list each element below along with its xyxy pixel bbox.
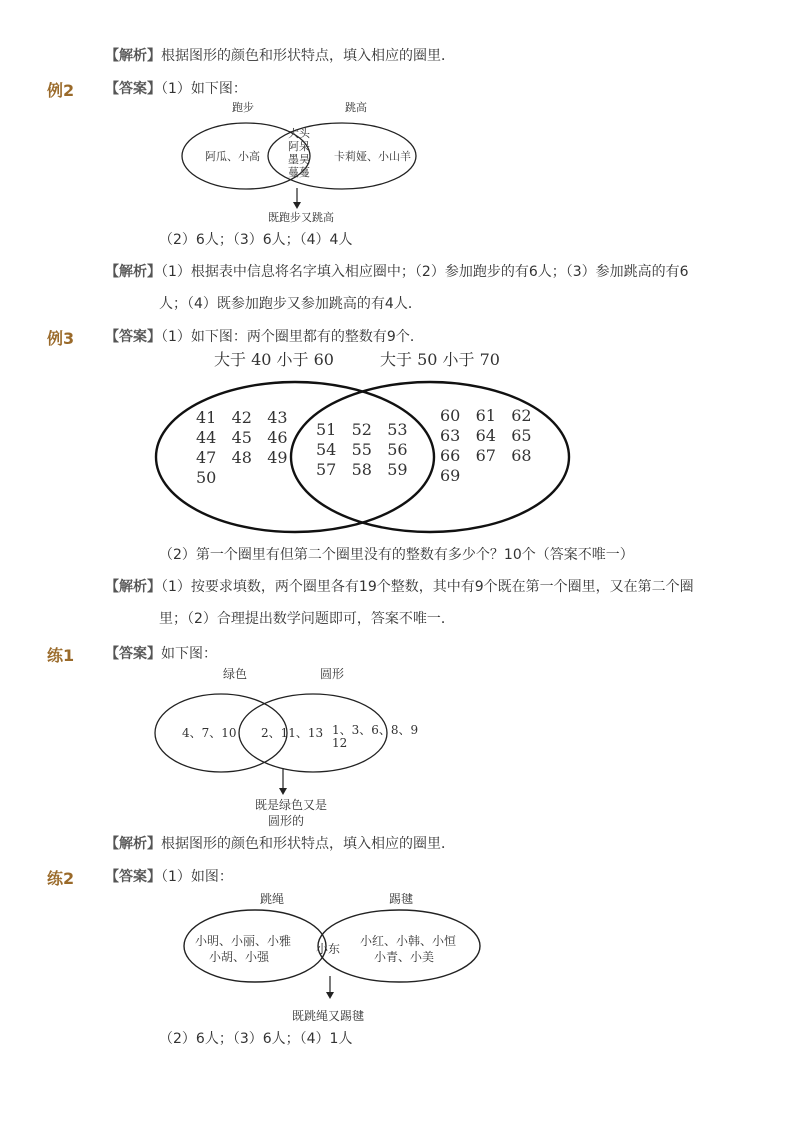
analysis-text: （1）按要求填数，两个圈里各有19个整数，其中有9个既在第一个圈里，又在第二个圈 [161, 579, 694, 595]
number-cell: 64 [475, 426, 496, 445]
venn-pr1-pointer-arrow [279, 788, 287, 795]
venn-ex3-right-title: 大于 50 小于 70 [380, 350, 500, 369]
venn-pr2-pointer-arrow [326, 992, 334, 999]
venn-pr2-left-only [195, 933, 291, 965]
number-cell: 53 [387, 420, 408, 439]
number-cell: 44 [196, 428, 217, 447]
number-cell: 67 [475, 446, 496, 465]
example-2-tag: 例2 [47, 81, 75, 100]
analysis-bracket: 【解析】 [105, 836, 161, 852]
number-cell: 66 [440, 446, 461, 465]
practice-2-tag: 练2 [47, 869, 75, 888]
answer-bracket: 【答案】 [105, 329, 161, 345]
number-cell: 55 [351, 440, 372, 459]
number-cell: 56 [387, 440, 408, 459]
venn-ex3-number-row [440, 446, 532, 466]
example-3-tag: 例3 [47, 329, 75, 348]
venn-ex2-pointer-arrow [293, 202, 301, 209]
venn-ex2-both [288, 127, 310, 179]
analysis-bracket: 【解析】 [105, 48, 161, 64]
number-cell: 58 [351, 460, 372, 479]
number-cell: 65 [511, 426, 532, 445]
answer-text: （1）如下图： [161, 81, 247, 97]
venn-pr1-both: 2、11、13 [261, 726, 324, 740]
venn-pr2-pointer-label: 既跳绳又踢毽 [292, 1009, 365, 1023]
number-cell: 57 [316, 460, 337, 479]
answer-bracket: 【答案】 [105, 81, 161, 97]
number-cell: 63 [440, 426, 461, 445]
venn-ex3-number-row [196, 468, 288, 488]
answer-bracket: 【答案】 [105, 646, 161, 662]
number-cell: 59 [387, 460, 408, 479]
number-cell: 54 [316, 440, 337, 459]
analysis-bracket: 【解析】 [105, 579, 161, 595]
number-cell: 50 [196, 468, 217, 487]
practice-2-answer [105, 868, 233, 886]
analysis-text: 根据图形的颜色和形状特点，填入相应的圈里． [161, 836, 455, 852]
venn-ex2-pointer-label: 既跑步又跳高 [268, 211, 334, 224]
venn-pr2-left-only-line: 小明、小丽、小雅 [195, 934, 292, 948]
venn-ex3-both [316, 420, 408, 480]
venn-ex3-left-title: 大于 40 小于 60 [214, 350, 334, 369]
example-3-analysis-line-1 [105, 578, 694, 596]
analysis-text: （1）根据表中信息将名字填入相应圈中；（2）参加跑步的有6人；（3）参加跳高的有6 [161, 264, 689, 280]
venn-ex2-right-only: 卡莉娅、小山羊 [334, 150, 411, 163]
number-cell: 69 [440, 466, 461, 485]
venn-ex3-number-row [316, 460, 408, 480]
number-cell: 47 [196, 448, 217, 467]
venn-ex3-right-only [440, 406, 532, 486]
venn-ex2-both-item: 墨昊 [288, 153, 310, 166]
practice-1-answer [105, 645, 217, 663]
venn-pr1-left-only: 4、7、10 [182, 726, 237, 740]
venn-pr1-right-only-line: 12 [332, 736, 348, 750]
venn-ex3-number-row [440, 406, 532, 426]
venn-pr1-pointer-label-line: 圆形的 [268, 814, 305, 828]
venn-ex3-number-row [440, 466, 532, 486]
venn-pr2-right-only-line: 小红、小韩、小恒 [360, 934, 457, 948]
venn-ex3-number-row [316, 420, 408, 440]
answer-text: 如下图： [161, 646, 217, 662]
venn-ex3-number-row [196, 408, 288, 428]
venn-ex2-right-title: 跳高 [345, 101, 367, 114]
venn-ex2-both-item: 阿呆 [288, 140, 310, 153]
number-cell: 42 [231, 408, 252, 427]
venn-pr1-pointer-label-line: 既是绿色又是 [255, 798, 328, 812]
venn-pr2-right-only-line: 小青、小美 [374, 950, 435, 964]
venn-pr2-both: 小东 [316, 942, 341, 956]
venn-ex3-number-row [440, 426, 532, 446]
venn-pr2-right-title: 踢毽 [389, 892, 414, 906]
venn-pr1-pointer-label [255, 797, 327, 829]
number-cell: 48 [231, 448, 252, 467]
number-cell: 45 [231, 428, 252, 447]
venn-ex2-left-only: 阿瓜、小高 [205, 150, 260, 163]
analysis-bracket: 【解析】 [105, 264, 161, 280]
number-cell: 62 [511, 406, 532, 425]
number-cell: 52 [351, 420, 372, 439]
answer-bracket: 【答案】 [105, 869, 161, 885]
number-cell: 43 [267, 408, 288, 427]
venn-pr1-right-only-line: 1、3、6、8、9 [332, 723, 419, 737]
venn-ex3-left-only [196, 408, 288, 488]
example-2-answer-2: （2）6人；（3）6人；（4）4人 [159, 232, 353, 248]
number-cell: 46 [267, 428, 288, 447]
answer-text: （1）如图： [161, 869, 233, 885]
number-cell: 49 [267, 448, 288, 467]
number-cell: 68 [511, 446, 532, 465]
example-3-answer-2: （2）第一个圈里有但第二个圈里没有的整数有多少个？10个（答案不唯一） [159, 547, 634, 563]
number-cell: 60 [440, 406, 461, 425]
venn-ex3-number-row [316, 440, 408, 460]
venn-pr1-left-title: 绿色 [223, 667, 248, 681]
number-cell: 51 [316, 420, 337, 439]
venn-ex3-number-row [196, 428, 288, 448]
practice-2-answer-2: （2）6人；（3）6人；（4）1人 [159, 1031, 353, 1047]
venn-pr2-left-title: 跳绳 [260, 892, 285, 906]
venn-pr1-right-only [332, 724, 418, 750]
answer-text: （1）如下图：两个圈里都有的整数有9个． [161, 329, 424, 345]
number-cell: 61 [475, 406, 496, 425]
venn-pr1-right-title: 圆形 [320, 667, 345, 681]
venn-pr2-right-only [360, 933, 456, 965]
practice-1-tag: 练1 [47, 646, 75, 665]
example-3-answer [105, 328, 424, 346]
venn-ex2-both-item: 蔓蔓 [288, 166, 310, 179]
example-2-analysis-line-1 [105, 263, 689, 281]
practice-1-analysis [105, 835, 455, 853]
venn-ex2-both-item: 大头 [288, 127, 310, 140]
example-3-analysis-line-2: 里；（2）合理提出数学问题即可，答案不唯一． [159, 611, 455, 627]
venn-ex2-left-title: 跑步 [232, 101, 254, 114]
example-2-analysis-line-2: 人；（4）既参加跑步又参加跳高的有4人． [159, 296, 422, 312]
venn-ex3-number-row [196, 448, 288, 468]
analysis-text: 根据图形的颜色和形状特点，填入相应的圈里． [161, 48, 455, 64]
venn-pr2-left-only-line: 小胡、小强 [209, 950, 270, 964]
number-cell: 41 [196, 408, 217, 427]
